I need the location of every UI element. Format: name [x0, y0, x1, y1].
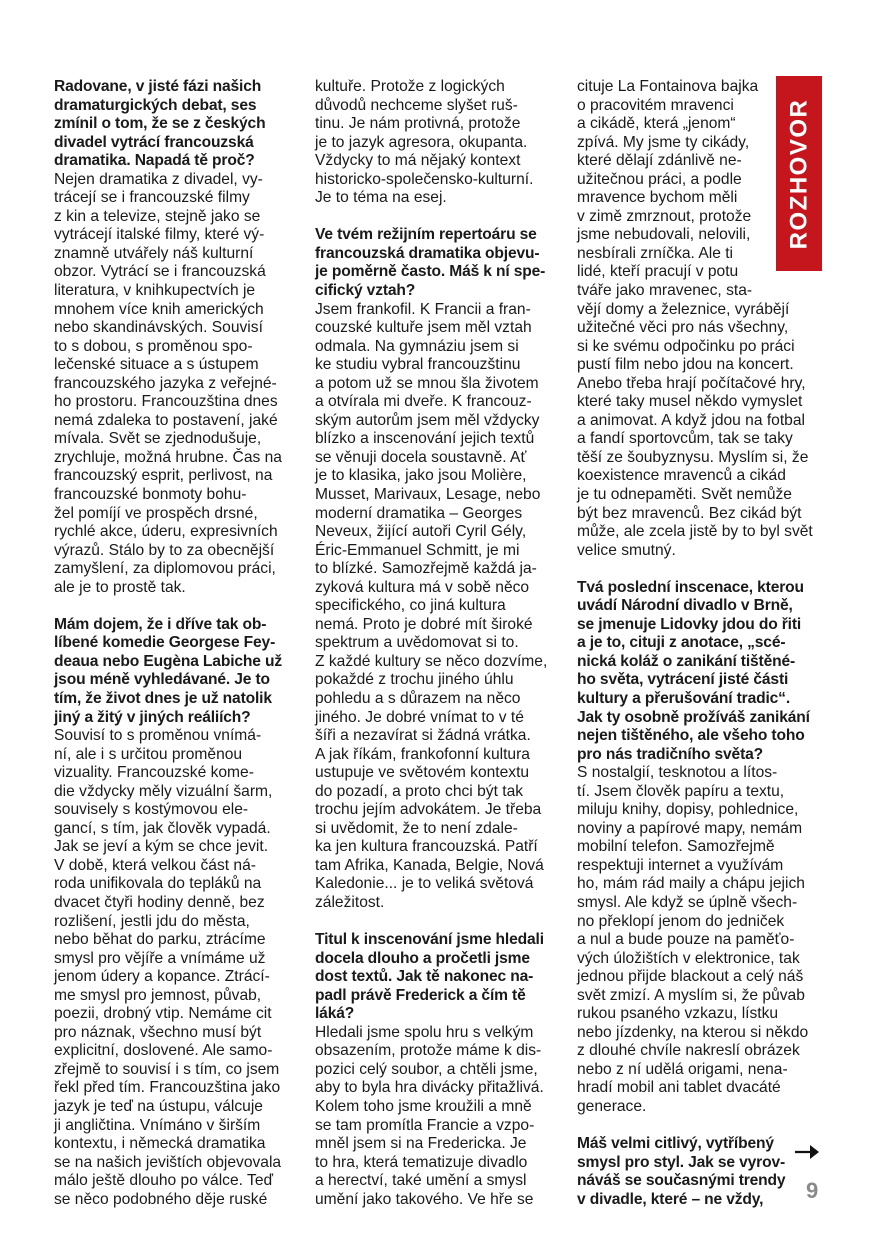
text-line: blízko a inscenování jejich textů	[315, 430, 535, 448]
text-line: líbené komedie Georgese Fey-	[54, 634, 276, 652]
text-line: pro náznak, všechno musí být	[54, 1023, 262, 1041]
text-line: si uvědomit, že to není zdale-	[315, 819, 518, 837]
text-line: vizuality. Francouzské kome-	[54, 764, 254, 782]
text-line: odmala. Na gymnáziu jsem si	[315, 337, 519, 355]
text-line: ustupuje ve světovém kontextu	[315, 764, 530, 782]
text-line: záležitost.	[315, 894, 385, 912]
text-line: dost textů. Jak tě nakonec na-	[315, 968, 534, 986]
text-line: obsazením, protože máme k dis-	[315, 1042, 542, 1060]
text-line: se jmenuje Lidovky jdou do řiti	[577, 615, 802, 633]
interview-question	[315, 226, 555, 300]
text-line: mobilní telefon. Samozřejmě	[577, 838, 775, 856]
text-line: Máš velmi citlivý, vytříbený	[577, 1135, 774, 1153]
text-line: znamně utvářely náš kulturní	[54, 244, 254, 262]
text-line: aby to byla hra divácky přitažlivá.	[315, 1079, 544, 1097]
interview-question	[315, 931, 555, 1024]
text-line: trácejí se i francouzské filmy	[54, 189, 250, 207]
page-number: 9	[806, 1178, 819, 1203]
text-line: historicko-společensko-kulturní.	[315, 170, 534, 188]
text-line: V době, která velkou část ná-	[54, 856, 256, 874]
text-line: šíři a nezavírat si žádná vrátka.	[315, 727, 531, 745]
text-line: padl právě Frederick a čím tě	[315, 986, 526, 1004]
text-line: nebo z ní udělá origami, nena-	[577, 1060, 788, 1078]
text-column-1	[54, 78, 294, 1209]
section-tab-label: ROZHOVOR	[785, 98, 813, 249]
text-line: spektrum a uvědomovat si to.	[315, 634, 519, 652]
text-line: tím, že život dnes je už natolik	[54, 690, 272, 707]
text-line: jsme nebudovali, nelovili,	[577, 226, 751, 244]
interview-question	[54, 616, 294, 727]
text-line: láká?	[315, 1005, 355, 1023]
text-line: nebo jízdenky, na kterou si někdo	[577, 1023, 809, 1041]
arrow-right-icon	[794, 1143, 820, 1161]
text-line: Z každé kultury se něco dozvíme,	[315, 652, 548, 670]
text-line: specifického, co jiná kultura	[315, 597, 506, 615]
text-line: a nul a bude pouze na paměťo-	[577, 931, 795, 949]
text-line: literatura, v knihkupectvích je	[54, 282, 256, 300]
text-line: se něco podobného děje ruské	[54, 1190, 268, 1208]
text-line: zřejmě to souvisí i s tím, co jsem	[54, 1060, 280, 1078]
text-line: hradí mobil ani tablet dvacáté	[577, 1079, 781, 1097]
text-line: cifický vztah?	[315, 281, 416, 299]
text-line: die vždycky měly vizuální šarm,	[54, 782, 273, 800]
text-line: Vždycky to má nějaký kontext	[315, 152, 521, 170]
interview-question	[54, 78, 294, 171]
text-line: lidé, kteří pracují v potu	[577, 263, 739, 281]
text-line: z kin a televize, stejně jako se	[54, 207, 261, 225]
text-line: Hledali jsme spolu hru s velkým	[315, 1023, 534, 1041]
text-line: málo ještě dlouho po válce. Teď	[54, 1172, 274, 1190]
text-line: pro nás tradičního světa?	[577, 745, 764, 763]
text-line: ní, ale i s určitou proměnou	[54, 745, 243, 763]
text-line: nemá. Proto je dobré mít široké	[315, 615, 533, 633]
paragraph-gap	[315, 208, 555, 227]
text-line: Éric-Emmanuel Schmitt, je mi	[315, 541, 520, 559]
text-line: ale je to prostě tak.	[54, 578, 186, 596]
text-line: pozici celý soubor, a chtěli jsme,	[315, 1060, 538, 1078]
text-line: A jak říkám, frankofonní kultura	[315, 745, 530, 763]
text-line: Musset, Marivaux, Lesage, nebo	[315, 485, 541, 503]
text-line: rychlé akce, úderu, expresivních	[54, 523, 278, 541]
text-line: Mám dojem, že i dříve tak ob-	[54, 615, 267, 633]
text-line: si ke svému odpočinku po práci	[577, 337, 795, 355]
interview-answer	[315, 301, 555, 913]
text-line: Kaledonie... je to veliká světová	[315, 875, 534, 893]
text-line: ke studiu vybral francouzštinu	[315, 356, 521, 374]
text-line: být bez mravenců. Bez cikád být	[577, 504, 802, 522]
text-line: výrazů. Stálo by to za obecnější	[54, 541, 275, 559]
text-line: tí. Jsem člověk papíru a textu,	[577, 782, 785, 800]
text-line: francouzského jazyka z veřejné-	[54, 374, 277, 392]
text-line: jsou méně vyhledávané. Je to	[54, 671, 270, 689]
text-line: užitečné věci pro nás všechny,	[577, 319, 789, 337]
text-line: je poměrně často. Máš k ní spe-	[315, 263, 546, 281]
text-line: které taky musel někdo vymyslet	[577, 393, 803, 411]
text-line: ji angličtina. Vnímáno v širším	[54, 1116, 261, 1134]
text-line: francouzský esprit, perlivost, na	[54, 467, 273, 485]
text-line: pokaždé z trochu jiného úhlu	[315, 671, 514, 689]
text-line: Je to téma na esej.	[315, 189, 447, 207]
text-line: explicitní, doslovené. Ale samo-	[54, 1042, 273, 1060]
text-line: divadel vytrácí francouzská	[54, 133, 254, 151]
text-line: mnohem více knih amerických	[54, 300, 264, 318]
text-line: a je to, cituji z anotace, „scé-	[577, 634, 786, 652]
text-line: noviny a papírové mapy, nemám	[577, 819, 803, 837]
text-line: generace.	[577, 1098, 647, 1116]
text-line: v zimě zmrznout, protože	[577, 207, 752, 225]
text-line: vytrácejí italské filmy, které vý-	[54, 226, 265, 244]
text-line: to s dobou, s proměnou spo-	[54, 337, 253, 355]
interview-answer	[577, 764, 827, 1116]
text-line: kontextu, i německá dramatika	[54, 1135, 266, 1153]
text-line: dramaturgických debat, ses	[54, 96, 257, 114]
text-line: S nostalgií, tesknotou a lítos-	[577, 764, 778, 782]
text-line: respektuji internet a využívám	[577, 856, 784, 874]
text-line: nejen tištěného, ale všeho toho	[577, 727, 805, 745]
text-line: ho světa, vytrácení jisté části	[577, 671, 789, 689]
text-line: nická koláž o zanikání tištěné-	[577, 652, 796, 670]
text-line: a potom už se mnou šla životem	[315, 374, 539, 392]
text-line: zamyšlení, za diplomovou práci,	[54, 560, 276, 578]
interview-answer	[315, 78, 555, 208]
text-line: zpívá. My jsme ty cikády,	[577, 133, 750, 151]
text-line: koexistence mravenců a cikád	[577, 467, 786, 485]
text-line: nemá zdaleka to postavení, jaké	[54, 411, 278, 429]
text-line: lečenské situace a s ústupem	[54, 356, 259, 374]
text-line: v divadle, které – ne vždy,	[577, 1190, 764, 1208]
text-line: a herectví, také umění a smysl	[315, 1172, 527, 1190]
text-line: souvisely s kostýmovou ele-	[54, 801, 249, 819]
text-line: vějí domy a železnice, vyrábějí	[577, 300, 790, 318]
text-line: se na našich jevištích objevovala	[54, 1153, 282, 1171]
text-line: užitečnou práci, a podle	[577, 170, 742, 188]
text-line: jazyk je teď na ústupu, válcuje	[54, 1098, 263, 1116]
text-line: mravence bychom měli	[577, 189, 738, 207]
text-line: dvacet čtyři hodiny denně, bez	[54, 894, 265, 912]
text-line: Tvá poslední inscenace, kterou	[577, 578, 804, 596]
text-line: do pozadí, a proto chci být tak	[315, 782, 524, 800]
text-line: moderní dramatika – Georges	[315, 504, 523, 522]
text-line: ho prostoru. Francouzština dnes	[54, 393, 278, 411]
text-line: a cikádě, která „jenom“	[577, 115, 736, 133]
text-line: Souvisí to s proměnou vnímá-	[54, 727, 262, 745]
text-line: náváš se současnými trendy	[577, 1172, 786, 1190]
text-line: Titul k inscenování jsme hledali	[315, 931, 544, 949]
text-line: deaua nebo Eugèna Labiche už	[54, 652, 283, 670]
text-line: ským autorům jsem měl vždycky	[315, 411, 540, 429]
text-line: kultuře. Protože z logických	[315, 78, 505, 95]
text-line: zrychluje, možná hrubne. Čas na	[54, 448, 282, 466]
section-tab	[776, 76, 822, 271]
text-line: může, ale zcela jistě by to byl svět	[577, 523, 813, 541]
text-line: poezii, drobný vtip. Nemáme cit	[54, 1005, 272, 1023]
text-line: z dlouhé chvíle nakreslí obrázek	[577, 1042, 800, 1060]
text-line: roda unifikovala do tepláků na	[54, 875, 262, 893]
text-line: mívala. Svět se zjednodušuje,	[54, 430, 262, 448]
paragraph-gap	[577, 1117, 827, 1136]
text-line: to blízké. Samozřejmě každá ja-	[315, 560, 537, 578]
text-line: důvodů nechceme slyšet ruš-	[315, 96, 518, 114]
text-line: Jak ty osobně prožíváš zanikání	[577, 708, 810, 726]
text-line: zyková kultura má v sobě něco	[315, 578, 530, 596]
text-line: nebo skandinávských. Souvisí	[54, 319, 263, 337]
text-line: pohledu a s důrazem na něco	[315, 690, 521, 707]
text-line: jiného. Je dobré vnímat to v té	[315, 708, 524, 726]
text-line: a animovat. A když jdou na fotbal	[577, 411, 805, 429]
paragraph-gap	[577, 560, 827, 579]
text-line: se věnuji docela soustavně. Ať	[315, 448, 527, 466]
text-line: Nejen dramatika z divadel, vy-	[54, 170, 263, 188]
text-line: smysl pro vějíře a vnímáme už	[54, 949, 266, 967]
paragraph-gap	[54, 597, 294, 616]
text-line: uvádí Národní divadlo v Brně,	[577, 597, 793, 615]
text-line: cituje La Fontainova bajka	[577, 78, 759, 95]
text-line: rozlišení, jestli jdu do města,	[54, 912, 250, 930]
text-line: o pracovitém mravenci	[577, 96, 734, 114]
text-line: Anebo třeba hrají počítačové hry,	[577, 374, 806, 392]
text-line: ka jen kultura francouzská. Patří	[315, 838, 538, 856]
text-line: gancí, s tím, jak člověk vypadá.	[54, 819, 271, 837]
text-line: francouzské bonmoty bohu-	[54, 486, 247, 504]
text-line: Ve tvém režijním repertoáru se	[315, 226, 537, 244]
text-line: umění jako takového. Ve hře se	[315, 1190, 534, 1208]
text-line: smysl pro styl. Jak se vyrov-	[577, 1153, 786, 1171]
text-line: svět zmizí. A myslím si, že půvab	[577, 986, 805, 1004]
text-line: Jsem frankofil. K Francii a fran-	[315, 300, 531, 318]
text-line: dramatika. Napadá tě proč?	[54, 152, 255, 170]
text-line: Neveux, žijící autoři Cyril Gély,	[315, 523, 527, 541]
text-line: miluju knihy, dopisy, pohlednice,	[577, 801, 799, 819]
text-line: Kolem toho jsme kroužili a mně	[315, 1097, 532, 1115]
interview-question	[577, 1135, 827, 1209]
text-line: a otvírala mi dveře. K francouz-	[315, 393, 532, 411]
text-line: vých úložištích v elektronice, tak	[577, 949, 800, 967]
text-line: žel pomíjí ve prospěch drsné,	[54, 504, 258, 522]
text-line: smysl. Ale když se úplně všech-	[577, 894, 798, 912]
text-line: pustí film nebo jdou na koncert.	[577, 356, 794, 374]
text-line: je to jazyk agresora, okupanta.	[315, 133, 528, 151]
interview-answer	[54, 727, 294, 1209]
text-line: no překlopí jenom do jedniček	[577, 912, 785, 930]
text-line: Jak se jeví a kým se chce jevit.	[54, 838, 269, 856]
text-line: jiný a žitý v jiných reáliích?	[54, 708, 251, 726]
text-line: zmínil o tom, že se z českých	[54, 115, 266, 133]
text-line: docela dlouho a pročetli jsme	[315, 949, 530, 967]
text-line: které dělají zdánlivě ne-	[577, 152, 742, 170]
text-line: je to klasika, jako jsou Molière,	[315, 467, 527, 485]
text-line: to hra, která tematizuje divadlo	[315, 1153, 528, 1171]
interview-question	[577, 579, 827, 764]
text-line: couzské kultuře jsem měl vztah	[315, 319, 532, 337]
text-line: mněl jsem si na Fredericka. Je	[315, 1135, 527, 1153]
text-line: jednou přijde blackout a celý náš	[577, 968, 804, 986]
text-line: kultury a přerušování tradic“.	[577, 690, 791, 707]
text-line: velice smutný.	[577, 541, 676, 559]
interview-answer	[315, 1024, 555, 1209]
text-line: se tam promítla Francie a vzpo-	[315, 1116, 535, 1134]
text-line: francouzská dramatika objevu-	[315, 244, 540, 262]
text-line: a fandí sportovcům, tak se taky	[577, 430, 793, 448]
text-line: tváře jako mravenec, sta-	[577, 282, 753, 300]
text-line: těší ze šoubyznysu. Myslím si, že	[577, 448, 809, 466]
text-line: ho, mám rád maily a chápu jejich	[577, 875, 805, 893]
text-line: rukou psaného vzkazu, lístku	[577, 1005, 779, 1023]
text-line: trochu jejím advokátem. Je třeba	[315, 801, 542, 819]
text-line: tam Afrika, Kanada, Belgie, Nová	[315, 856, 544, 874]
interview-answer	[54, 171, 294, 598]
text-line: nebo běhat do parku, ztrácíme	[54, 931, 266, 949]
text-column-2	[315, 78, 555, 1209]
text-line: řekl před tím. Francouzština jako	[54, 1079, 281, 1097]
text-line: Radovane, v jisté fázi našich	[54, 78, 262, 95]
text-line: je tu odnepaměti. Svět nemůže	[577, 486, 792, 504]
text-line: me smysl pro jemnost, půvab,	[54, 986, 262, 1004]
text-line: tinu. Je nám protivná, protože	[315, 115, 521, 133]
text-line: jenom údery a kopance. Ztrácí-	[54, 968, 270, 986]
paragraph-gap	[315, 913, 555, 932]
text-line: obzor. Vytrácí se i francouzská	[54, 263, 266, 281]
text-line: nesbírali zrníčka. Ale ti	[577, 244, 734, 262]
